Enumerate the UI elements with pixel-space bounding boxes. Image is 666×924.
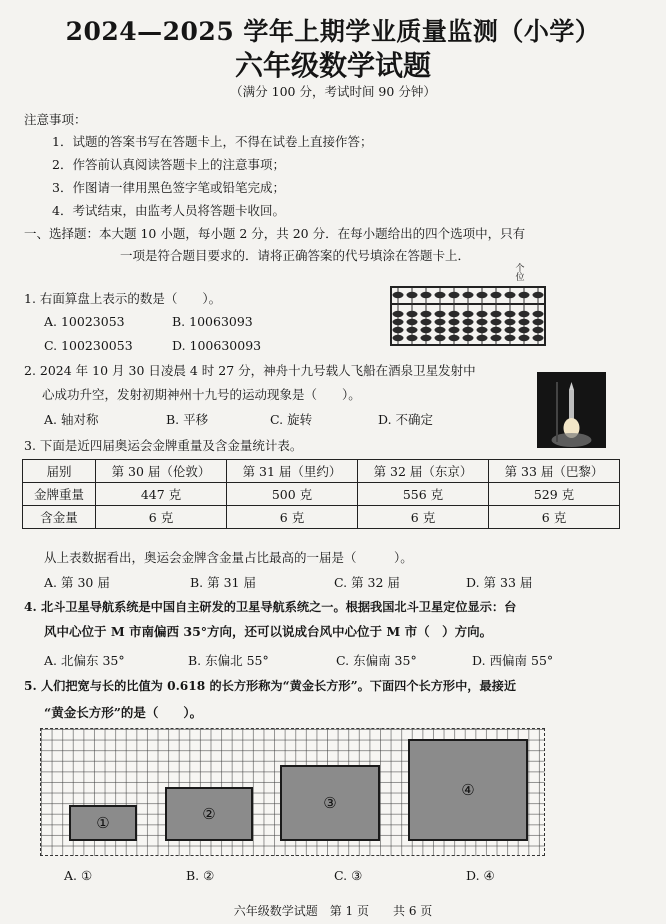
q2-option-a[interactable]: A. 轴对称	[44, 412, 99, 427]
abacus-bead	[477, 311, 488, 317]
q5-option-a[interactable]: A. ①	[64, 868, 93, 883]
table-header-cell: 届别	[23, 460, 96, 483]
table-cell: 含金量	[23, 506, 96, 529]
abacus-bead	[519, 311, 530, 317]
q2-option-d[interactable]: D. 不确定	[378, 412, 434, 427]
abacus-bead	[477, 335, 488, 341]
abacus-bead	[491, 335, 502, 341]
q1-option-d[interactable]: D. 100630093	[172, 338, 262, 353]
abacus-bead	[449, 335, 460, 341]
abacus-bead	[491, 311, 502, 317]
question-3-stem: 3. 下面是近四届奥运会金牌重量及含金量统计表。	[24, 438, 303, 453]
table-cell: 6 克	[358, 506, 489, 529]
abacus-units-label: 个位	[515, 264, 525, 283]
question-4-stem: 风中心位于 M 市南偏西 35°方向，还可以说成台风中心位于 M 市（ ）方向。	[44, 624, 493, 639]
abacus-bead	[533, 335, 544, 341]
abacus-bead	[463, 319, 474, 325]
abacus-bead	[519, 292, 530, 298]
q3-option-b[interactable]: B. 第 31 届	[190, 575, 256, 590]
abacus-bead	[435, 292, 446, 298]
q5-option-b[interactable]: B. ②	[186, 868, 215, 883]
abacus-bead	[533, 292, 544, 298]
abacus-bead	[421, 311, 432, 317]
note-item: 1．试题的答案书写在答题卡上，不得在试卷上直接作答；	[52, 134, 373, 149]
abacus-bead	[393, 327, 404, 333]
page-footer: 六年级数学试题 第 1 页 共 6 页	[233, 904, 433, 918]
abacus-bead	[435, 319, 446, 325]
q1-option-a[interactable]: A. 10023053	[44, 314, 125, 329]
abacus-bead	[435, 311, 446, 317]
question-2-stem: 2. 2024 年 10 月 30 日凌晨 4 时 27 分，神舟十九号载人飞船在酒泉卫星发射中	[24, 363, 476, 378]
abacus-bead	[505, 311, 516, 317]
q4-option-b[interactable]: B. 东偏北 55°	[188, 653, 269, 668]
abacus-bead	[407, 335, 418, 341]
abacus-bead	[421, 335, 432, 341]
abacus-bead	[463, 327, 474, 333]
abacus-bead	[435, 327, 446, 333]
abacus-bead	[533, 327, 544, 333]
note-item: 4．考试结束，由监考人员将答题卡收回。	[52, 203, 285, 218]
table-cell: 6 克	[227, 506, 358, 529]
question-3-prompt: 从上表数据看出，奥运会金牌含金量占比最高的一届是（ ）。	[44, 550, 413, 565]
q3-option-c[interactable]: C. 第 32 届	[334, 575, 400, 590]
table-cell: 6 克	[96, 506, 227, 529]
abacus-bead	[393, 319, 404, 325]
exam-subject-title: 六年级数学试题	[234, 49, 431, 82]
abacus-bead	[421, 319, 432, 325]
abacus-bead	[491, 319, 502, 325]
abacus-bead	[421, 292, 432, 298]
abacus-bead	[505, 335, 516, 341]
abacus-bead	[393, 292, 404, 298]
medal-table	[22, 459, 620, 529]
question-4-stem: 4. 北斗卫星导航系统是中国自主研发的卫星导航系统之一。根据我国北斗卫星定位显示：台	[24, 600, 517, 614]
rectangle-4: ④	[408, 739, 528, 841]
abacus-bead	[463, 335, 474, 341]
notes-heading: 注意事项：	[24, 112, 87, 127]
abacus-bead	[491, 327, 502, 333]
table-cell: 529 克	[489, 483, 620, 506]
q4-option-c[interactable]: C. 东偏南 35°	[336, 653, 417, 668]
rectangle-grid-figure	[40, 728, 545, 856]
abacus-bead	[519, 319, 530, 325]
abacus-bead	[533, 319, 544, 325]
question-2-stem: 心成功升空，发射初期神州十九号的运动现象是（ ）。	[42, 387, 361, 402]
abacus-bead	[407, 292, 418, 298]
question-5-stem: 5. 人们把宽与长的比值为 0.618 的长方形称为“黄金长方形”。下面四个长方形中，最接近	[24, 679, 517, 693]
q2-option-b[interactable]: B. 平移	[166, 412, 209, 427]
abacus-bead	[519, 327, 530, 333]
section-instruction: 一项是符合题目要求的．请将正确答案的代号填涂在答题卡上．	[120, 248, 471, 263]
table-header-cell: 第 30 届（伦敦）	[96, 460, 227, 483]
abacus-bead	[505, 292, 516, 298]
rectangle-3: ③	[280, 765, 380, 841]
rectangle-2: ②	[165, 787, 253, 841]
table-cell: 556 克	[358, 483, 489, 506]
q2-option-c[interactable]: C. 旋转	[270, 412, 313, 427]
abacus-bead	[463, 311, 474, 317]
q5-option-d[interactable]: D. ④	[466, 868, 495, 883]
abacus-bead	[435, 335, 446, 341]
table-cell: 500 克	[227, 483, 358, 506]
abacus-bead	[505, 319, 516, 325]
table-row	[23, 506, 620, 529]
rocket-launch-photo	[537, 372, 606, 448]
rectangle-1: ①	[69, 805, 137, 841]
section-instruction: 一、选择题：本大题 10 小题，每小题 2 分，共 20 分．在每小题给出的四个选项中，只有	[24, 226, 526, 241]
table-row	[23, 483, 620, 506]
q3-option-d[interactable]: D. 第 33 届	[466, 575, 533, 590]
table-cell: 447 克	[96, 483, 227, 506]
abacus-bead	[407, 319, 418, 325]
question-1-stem: 1. 右面算盘上表示的数是（ ）。	[24, 291, 222, 306]
abacus-bead	[477, 292, 488, 298]
abacus-bead	[477, 319, 488, 325]
abacus-bead	[519, 335, 530, 341]
table-header-cell: 第 32 届（东京）	[358, 460, 489, 483]
abacus-bead	[407, 311, 418, 317]
abacus-bead	[393, 311, 404, 317]
table-header-row	[23, 460, 620, 483]
abacus-bead	[533, 311, 544, 317]
abacus-bead	[477, 327, 488, 333]
abacus-bead	[393, 335, 404, 341]
q5-option-c[interactable]: C. ③	[334, 868, 363, 883]
table-header-cell: 第 31 届（里约）	[227, 460, 358, 483]
abacus-bead	[449, 311, 460, 317]
table-cell: 6 克	[489, 506, 620, 529]
abacus-bead	[505, 327, 516, 333]
table-cell: 金牌重量	[23, 483, 96, 506]
abacus-bead	[463, 292, 474, 298]
question-5-stem: “黄金长方形”的是（ ）。	[44, 705, 203, 720]
abacus-bead	[449, 327, 460, 333]
abacus-bead	[407, 327, 418, 333]
abacus-bead	[449, 319, 460, 325]
abacus-bead	[421, 327, 432, 333]
exam-title: 2024—2025 学年上期学业质量监测（小学）	[65, 17, 601, 46]
abacus-image	[390, 286, 546, 346]
abacus-bead	[449, 292, 460, 298]
exam-subtitle: （满分 100 分，考试时间 90 分钟）	[230, 84, 436, 99]
q1-option-b[interactable]: B. 10063093	[172, 314, 253, 329]
note-item: 3．作图请一律用黑色签字笔或铅笔完成；	[52, 180, 285, 195]
table-header-cell: 第 33 届（巴黎）	[489, 460, 620, 483]
q3-option-a[interactable]: A. 第 30 届	[44, 575, 110, 590]
q4-option-d[interactable]: D. 西偏南 55°	[472, 653, 554, 668]
q1-option-c[interactable]: C. 100230053	[44, 338, 133, 353]
q4-option-a[interactable]: A. 北偏东 35°	[44, 653, 125, 668]
note-item: 2．作答前认真阅读答题卡上的注意事项；	[52, 157, 285, 172]
abacus-bead	[491, 292, 502, 298]
